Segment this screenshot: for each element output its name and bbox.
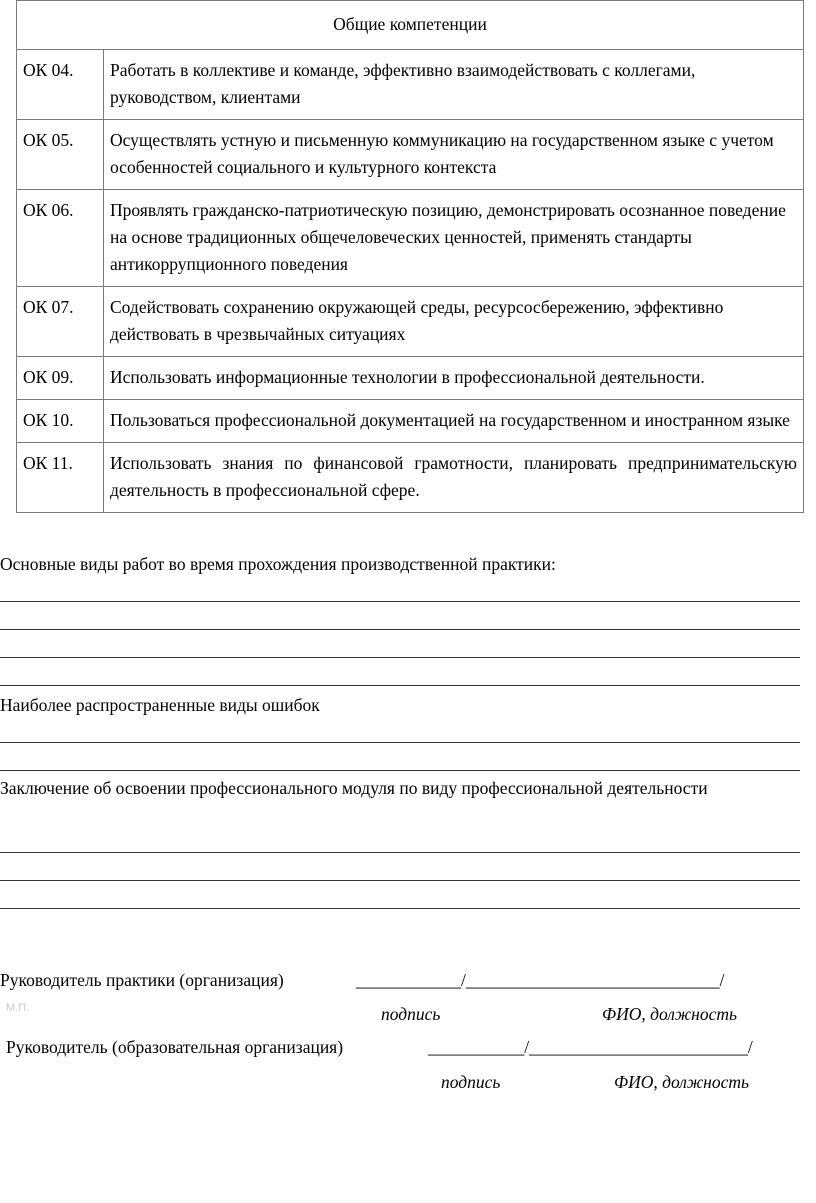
competency-code: ОК 05. [17, 120, 104, 190]
competencies-table [16, 0, 804, 513]
table-row [17, 357, 804, 400]
competency-text: Проявлять гражданско-патриотическую позицию, демонстрировать осознанное поведение на основе традиционных общечеловеческих ценностей, применять стандарты антикоррупционного поведения [104, 190, 804, 287]
conclusion-line-3 [0, 908, 800, 909]
table-row [17, 120, 804, 190]
edu-name-caption: ФИО, должность [614, 1072, 749, 1092]
table-row [17, 443, 804, 513]
table-header: Общие компетенции [17, 1, 804, 50]
competency-text: Пользоваться профессиональной документацией на государственном и иностранном языке [104, 400, 804, 443]
table-row [17, 190, 804, 287]
competency-text: Работать в коллективе и команде, эффективно взаимодействовать с коллегами, руководством, клиентами [104, 50, 804, 120]
conclusion-line-1 [0, 852, 800, 853]
work-types-line-3 [0, 657, 800, 658]
work-types-line-2 [0, 629, 800, 630]
org-supervisor-label: Руководитель практики (организация) [0, 970, 284, 990]
competency-code: ОК 07. [17, 287, 104, 357]
errors-line-2 [0, 770, 800, 771]
table-header-row [17, 1, 804, 50]
competency-text: Содействовать сохранению окружающей среды, ресурсосбережению, эффективно действовать в чрезвычайных ситуациях [104, 287, 804, 357]
competency-code: ОК 11. [17, 443, 104, 513]
errors-line-1 [0, 742, 800, 743]
table-row [17, 400, 804, 443]
conclusion-heading: Заключение об освоении профессионального модуля по виду профессиональной деятельности [0, 778, 708, 798]
edu-signature-field: ___________/_________________________/ [428, 1037, 753, 1057]
competency-text: Осуществлять устную и письменную коммуникацию на государственном языке с учетом особенностей социального и культурного контекста [104, 120, 804, 190]
competency-code: ОК 09. [17, 357, 104, 400]
org-signature-caption: подпись [381, 1004, 441, 1024]
stamp-placeholder: М.П. [6, 1002, 30, 1014]
work-types-line-4 [0, 685, 800, 686]
org-name-caption: ФИО, должность [602, 1004, 737, 1024]
edu-signature-caption: подпись [441, 1072, 501, 1092]
errors-heading: Наиболее распространенные виды ошибок [0, 695, 320, 715]
work-types-line-1 [0, 601, 800, 602]
table-row [17, 287, 804, 357]
competency-text: Использовать знания по финансовой грамотности, планировать предпринимательскую деятельность в профессиональной сфере. [104, 443, 804, 513]
conclusion-line-2 [0, 880, 800, 881]
competency-text: Использовать информационные технологии в профессиональной деятельности. [104, 357, 804, 400]
edu-supervisor-label: Руководитель (образовательная организация) [6, 1037, 344, 1057]
work-types-heading: Основные виды работ во время прохождения производственной практики: [0, 554, 556, 574]
competency-code: ОК 04. [17, 50, 104, 120]
competency-code: ОК 10. [17, 400, 104, 443]
competency-code: ОК 06. [17, 190, 104, 287]
table-row [17, 50, 804, 120]
org-signature-field: ____________/_____________________________/ [356, 970, 725, 990]
